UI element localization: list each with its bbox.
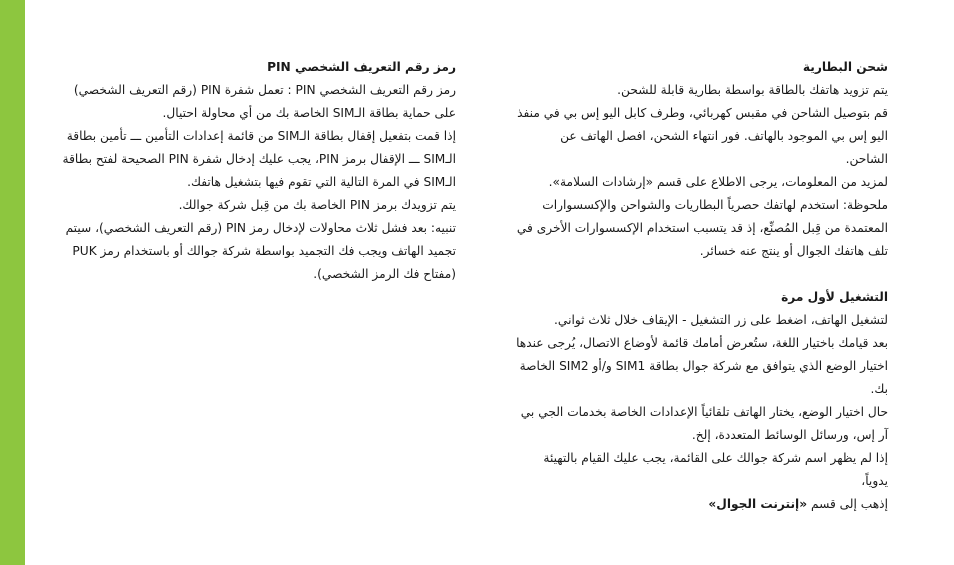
battery-paragraph: قم بتوصيل الشاحن في مقبس كهربائي، وطرف كابل اليو إس بي في منفذ اليو إس بي الموجود بالهاتف. فور انتهاء الشحن، افصل الهاتف عن الشاحن.	[517, 106, 888, 166]
pin-warning: تنبيه: بعد فشل ثلاث محاولات لإدخال رمز PIN (رقم التعريف الشخصي)، سيتم تجميد الهاتف ويجب فك التجميد بواسطة شركة جوالك أو باستخدام رمز PUK (مفتاح فك الرمز الشخصي).	[65, 221, 456, 281]
first-use-paragraph: حال اختيار الوضع، يختار الهاتف تلقائياً الإعدادات الخاصة بخدمات الجي بي آر إس، ورسائل الوسائط المتعددة، إلخ.	[520, 405, 888, 442]
battery-paragraph: لمزيد من المعلومات، يرجى الاطلاع على قسم «إرشادات السلامة».	[548, 175, 888, 189]
pin-heading: رمز رقم التعريف الشخصي PIN	[267, 60, 456, 74]
pin-paragraph: رمز رقم التعريف الشخصي PIN : تعمل شفرة PIN (رقم التعريف الشخصي) على حماية بطاقة الـSIM الخاصة بك من أي محاولة احتيال.	[73, 83, 456, 120]
first-use-paragraph: بعد قيامك باختيار اللغة، ستُعرض أمامك قائمة لأوضاع الاتصال، يُرجى عندها اختيار الوضع الذي يتوافق مع شركة جوال بطاقة SIM1 و/أو SIM2 الخاصة بك.	[516, 336, 888, 396]
battery-heading: شحن البطارية	[802, 60, 888, 74]
mobile-internet-section-ref: «إنترنت الجوال»	[708, 497, 808, 511]
battery-paragraph: يتم تزويد هاتفك بالطاقة بواسطة بطارية قابلة للشحن.	[617, 83, 888, 97]
pin-paragraph: يتم تزويدك برمز PIN الخاصة بك من قِبل شركة جوالك.	[178, 198, 456, 212]
first-use-last-line-prefix: إذهب إلى قسم	[810, 497, 888, 511]
pin-paragraph: إذا قمت بتفعيل إقفال بطاقة الـSIM من قائمة إعدادات التأمين ـــ تأمين بطاقة الـSIM ـــ الإقفال برمز PIN، يجب عليك إدخال شفرة PIN الصحيحة لفتح بطاقة الـSIM في المرة التالية التي تقوم فيها بتشغيل هاتفك.	[62, 129, 456, 189]
accent-side-bar	[0, 0, 25, 565]
battery-note: ملحوظة: استخدم لهاتفك حصرياً البطاريات والشواحن والإكسسوارات المعتمدة من قِبل المُصنِّع، إذ قد يتسبب استخدام الإكسسوارات الأخرى في تلف هاتفك الجوال أو ينتج عنه خسائر.	[516, 198, 888, 258]
first-use-paragraph: إذا لم يظهر اسم شركة جوالك على القائمة، يجب عليك القيام بالتهيئة يدوياً،	[543, 451, 888, 488]
first-use-last-line	[516, 493, 888, 516]
first-use-paragraph: لتشغيل الهاتف، اضغط على زر التشغيل - الإيقاف خلال ثلاث ثواني.	[554, 313, 888, 327]
first-use-heading: التشغيل لأول مرة	[781, 290, 888, 304]
battery-and-first-use-column	[516, 56, 888, 516]
section-spacer	[516, 263, 888, 286]
pin-column	[56, 56, 456, 286]
